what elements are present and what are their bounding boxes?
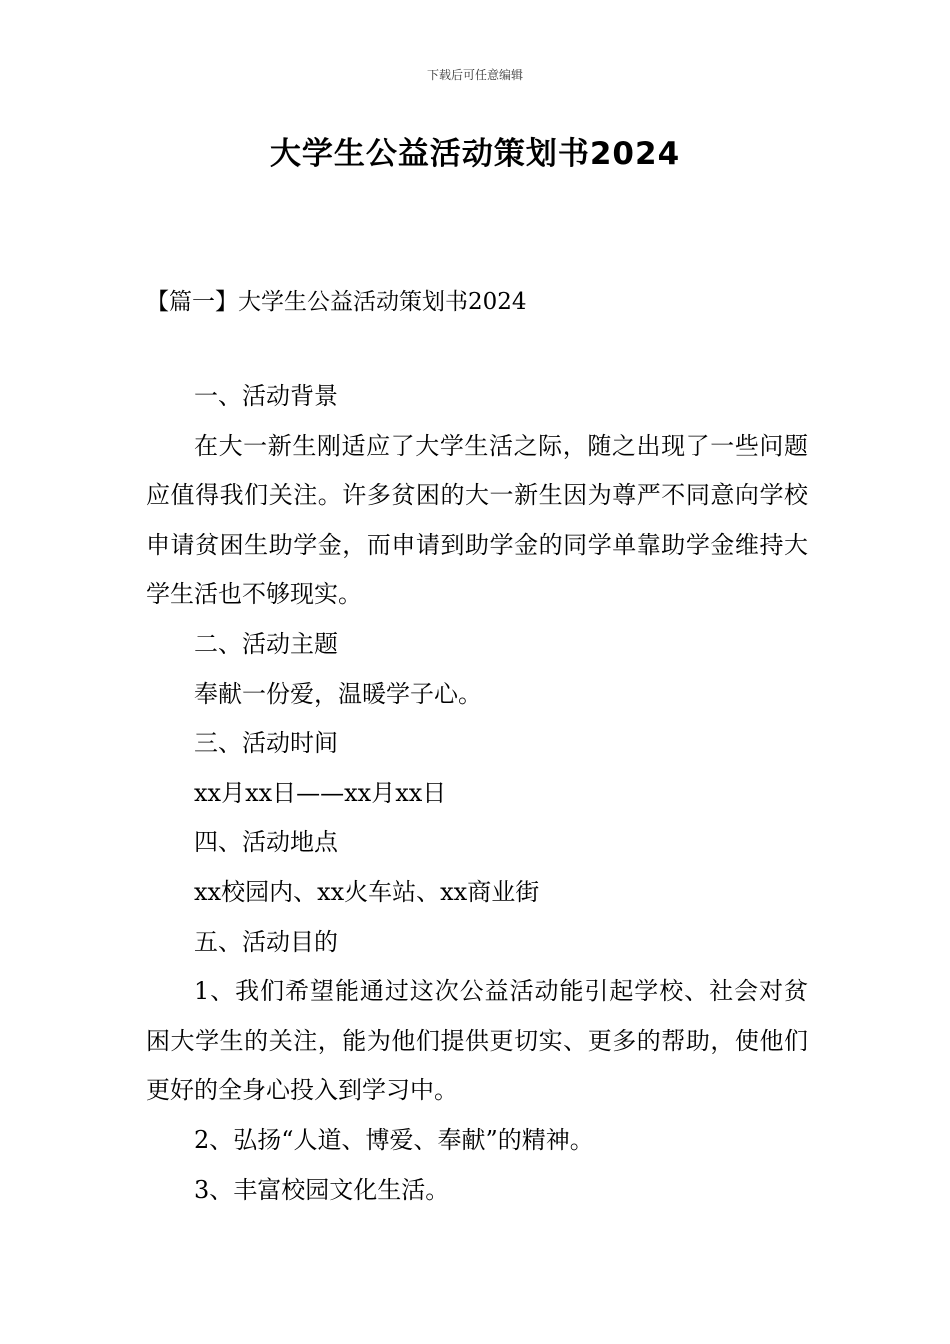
section-heading-background: 一、活动背景	[194, 382, 338, 410]
section-heading-theme: 二、活动主题	[194, 629, 338, 658]
document-body	[146, 372, 808, 1215]
paragraph-location: xx校园内、xx火车站、xx商业街	[194, 877, 540, 906]
paragraph-purpose-1: 1、我们希望能通过这次公益活动能引起学校、社会对贫困大学生的关注，能为他们提供更切实、更多的帮助，使他们更好的全身心投入到学习中。	[146, 977, 808, 1105]
document-title: 大学生公益活动策划书2024	[269, 136, 681, 172]
paragraph-purpose-3: 3、丰富校园文化生活。	[194, 1175, 450, 1204]
section-heading-location: 四、活动地点	[194, 828, 338, 857]
section-heading-time: 三、活动时间	[194, 729, 338, 758]
paragraph-purpose-2: 2、弘扬“人道、博爱、奉献”的精神。	[194, 1125, 594, 1154]
paragraph-theme: 奉献一份爱，温暖学子心。	[194, 679, 482, 708]
header-note: 下载后可任意编辑	[426, 68, 523, 82]
paragraph-time: xx月xx日——xx月xx日	[194, 778, 447, 807]
chapter-heading: 【篇一】大学生公益活动策划书2024	[146, 289, 527, 315]
section-heading-purpose: 五、活动目的	[194, 927, 338, 956]
paragraph-background: 在大一新生刚适应了大学生活之际，随之出现了一些问题应值得我们关注。许多贫困的大一新生因为尊严不同意向学校申请贫困生助学金，而申请到助学金的同学单靠助学金维持大学生活也不够现实。	[146, 431, 808, 609]
